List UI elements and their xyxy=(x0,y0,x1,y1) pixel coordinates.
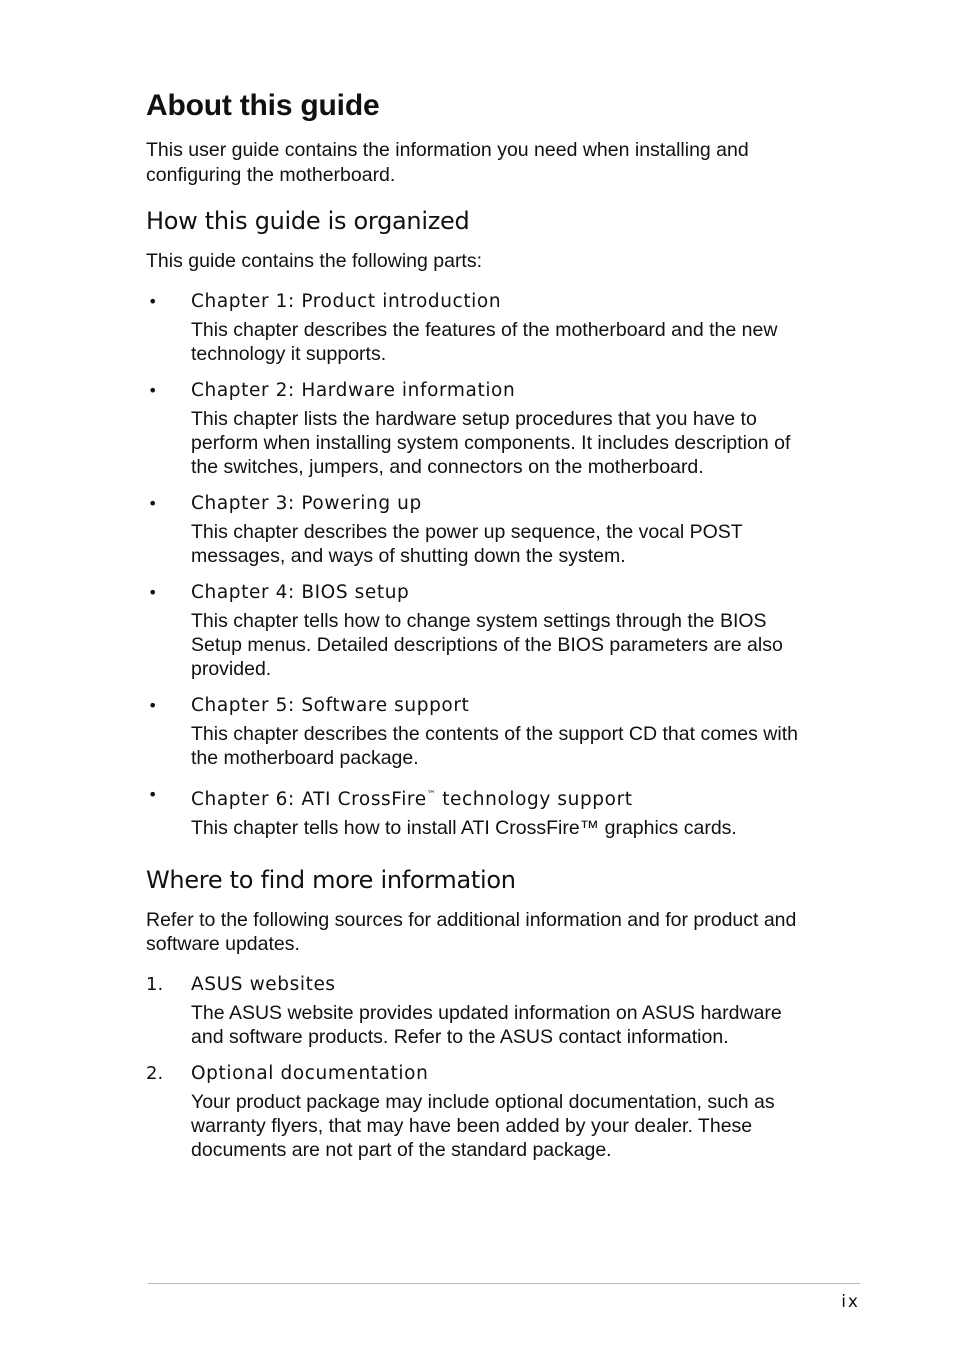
list-item xyxy=(146,578,816,681)
list-item xyxy=(146,691,816,770)
bullet-marker: • xyxy=(148,695,158,715)
intro-paragraph: This user guide contains the information you need when installing and configuring the motherboard. xyxy=(146,139,749,186)
source-title: ASUS websites xyxy=(191,973,336,995)
section-heading-organized: How this guide is organized xyxy=(146,207,470,235)
source-title: Optional documentation xyxy=(191,1062,429,1084)
bullet-marker: • xyxy=(148,493,158,513)
source-description: The ASUS website provides updated information on ASUS hardware and software products. Refer to the ASUS contact information. xyxy=(191,1001,782,1048)
footer-divider xyxy=(148,1283,860,1284)
chapter-description: This chapter describes the power up sequence, the vocal POST messages, and ways of shutting down the system. xyxy=(191,520,743,567)
organized-lead: This guide contains the following parts: xyxy=(146,250,483,272)
bullet-marker: • xyxy=(148,291,158,311)
page-number: ix xyxy=(841,1292,860,1312)
bullet-marker: • xyxy=(148,582,158,602)
chapter-description: This chapter lists the hardware setup procedures that you have to perform when installing system components. It includes description of the switches, jumpers, and connectors on the motherboard. xyxy=(191,407,791,478)
chapter-title: Chapter 1: Product introduction xyxy=(191,290,502,312)
chapter-title: Chapter 3: Powering up xyxy=(191,492,422,514)
trademark-symbol: ™ xyxy=(426,789,436,800)
chapter-description: This chapter tells how to install ATI CrossFire™ graphics cards. xyxy=(191,816,737,839)
list-number: 1. xyxy=(146,973,164,995)
page-title: About this guide xyxy=(146,89,380,122)
chapter-title-text: Chapter 6: ATI CrossFire xyxy=(191,788,427,810)
chapter-title-text: technology support xyxy=(435,788,633,810)
chapter-list xyxy=(146,287,816,840)
list-item xyxy=(146,287,816,366)
chapter-title: Chapter 4: BIOS setup xyxy=(191,581,410,603)
bullet-marker: • xyxy=(148,784,158,804)
section-heading-more-info: Where to find more information xyxy=(146,865,516,894)
list-item xyxy=(146,970,816,1049)
source-description: Your product package may include optional documentation, such as warranty flyers, that may have been added by your dealer. These documents are not part of the standard package. xyxy=(191,1090,775,1161)
more-info-section xyxy=(146,864,816,1162)
chapter-title: Chapter 2: Hardware information xyxy=(191,379,516,401)
chapter-title xyxy=(191,780,816,815)
chapter-description: This chapter describes the features of the motherboard and the new technology it supports. xyxy=(191,318,778,365)
chapter-title: Chapter 5: Software support xyxy=(191,694,470,716)
list-item xyxy=(146,376,816,479)
chapter-description: This chapter tells how to change system settings through the BIOS Setup menus. Detailed descriptions of the BIOS parameters are also provided. xyxy=(191,609,783,680)
document-page xyxy=(146,86,816,1162)
list-item xyxy=(146,1059,816,1162)
sources-list xyxy=(146,970,816,1162)
list-item xyxy=(146,489,816,568)
more-info-lead: Refer to the following sources for additional information and for product and software updates. xyxy=(146,908,797,955)
bullet-marker: • xyxy=(148,380,158,400)
list-number: 2. xyxy=(146,1062,164,1084)
chapter-description: This chapter describes the contents of the support CD that comes with the motherboard package. xyxy=(191,722,798,769)
list-item xyxy=(146,780,816,840)
